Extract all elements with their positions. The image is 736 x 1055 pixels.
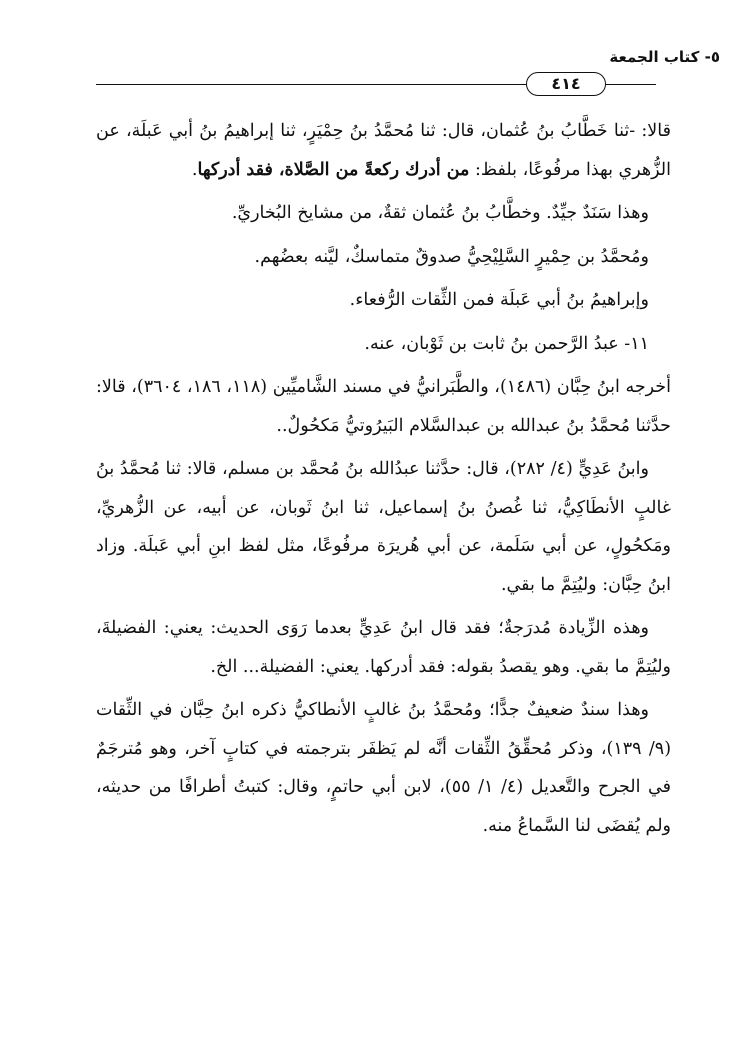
paragraph-1-end: . bbox=[191, 159, 198, 180]
paragraph-9: وهذا سندٌ ضعيفٌ جدًّا؛ ومُحمَّدُ بنُ غالبٍ الأنطاكيُّ ذكره ابنُ حِبَّان في الثِّقات (٩/ ١٣٩)، وذكر مُحقِّقُ الثِّقات أنَّه لم يَظفَر بترجمته في كتابٍ آخر، وهو مُترجَمٌ في الجرح والتَّعديل (٤/ ١/ ٥٥)، لابن أبي حاتمٍ، وقال: كتبتُ أطرافًا من حديثه، ولم يُقضَى لنا السَّماعُ منه. bbox=[96, 700, 672, 836]
paragraph-7: وابنُ عَدِيٍّ (٤/ ٢٨٢)، قال: حدَّثنا عبدُالله بنُ مُحمَّد بن مسلم، قالا: ثنا مُحمَّدُ بنُ غالبٍ الأنطَاكِيُّ، ثنا غُصنُ بنُ إسماعيل، ثنا ابنُ ثَوبان، عن أبيه، عن الزُّهريِّ، ومَكحُولٍ، عن أبي سَلَمة، عن أبي هُريرَة مرفُوعًا، مثل لفظ ابنِ أبي عَبلَة. وزاد ابنُ حِبَّان: وليُتِمَّ ما بقي. bbox=[96, 459, 671, 595]
paragraph-8: وهذه الزِّيادة مُدرَجةٌ؛ فقد قال ابنُ عَدِيٍّ بعدما رَوَى الحديث: يعني: الفضيلةَ، وليُتِمَّ ما بقي. وهو يقصدُ بقوله: فقد أدركها. يعني: الفضيلة... الخ. bbox=[96, 618, 671, 677]
paragraph-1-text: قالا: -ثنا خَطَّابُ بنُ عُثمان، قال: ثنا مُحمَّدُ بنُ حِمْيَرٍ، ثنا إبراهيمُ بنُ أبي عَبلَة، عن الزُّهري بهذا مرفُوعًا، بلفظ: bbox=[96, 121, 671, 180]
paragraph-2: وهذا سَنَدٌ جيِّدٌ. وخطَّابُ بنُ عُثمان ثقةٌ، من مشايخ البُخاريِّ. bbox=[231, 203, 649, 223]
paragraph-4: وإبراهيمُ بنُ أبي عَبلَة فمن الثِّقات الرُّفعاء. bbox=[349, 290, 649, 310]
body-text bbox=[96, 112, 671, 850]
paragraph-3: ومُحمَّدُ بن حِمْيرٍ السَّلِيْحِيُّ صدوقٌ متماسكٌ، ليَّنه بعضُهم. bbox=[254, 246, 649, 267]
paragraph-1 bbox=[96, 112, 671, 189]
hadith-wording: من أدرك ركعةً من الصَّلاة، فقد أدركها bbox=[197, 159, 470, 180]
paragraph-5: ١١- عبدُ الرَّحمن بنُ ثابت بن ثَوْبان، عنه. bbox=[364, 333, 649, 354]
running-head: ٥- كتاب الجمعة bbox=[609, 48, 720, 66]
page-number: ٤١٤ bbox=[526, 72, 606, 96]
paragraph-6: أخرجه ابنُ حِبَّان (١٤٨٦)، والطَّبَرانيُّ في مسند الشَّاميِّين (١١٨، ١٨٦، ٣٦٠٤)، قالا: حدَّثنا مُحمَّدُ بنُ عبدالله بن عبدالسَّلام البَيرُوتيُّ مَكحُولٌ.. bbox=[96, 377, 671, 436]
